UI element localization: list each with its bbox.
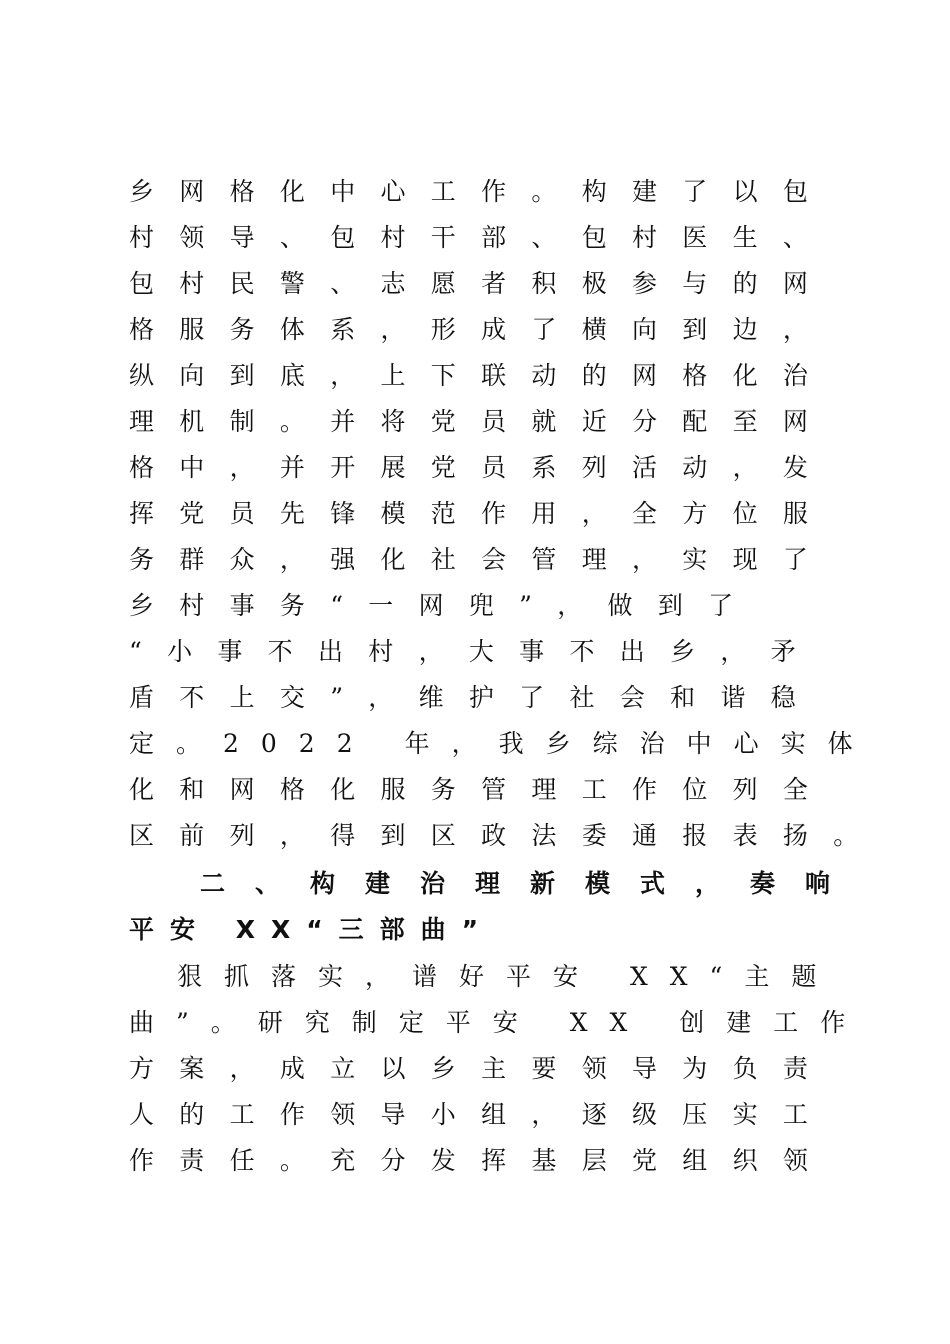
- paragraph-line: 乡村事务“一网兜”，做到了: [129, 591, 759, 620]
- paragraph-line: 格中，并开展党员系列活动，发: [129, 453, 834, 482]
- paragraph-line: “小事不出村，大事不出乡，矛: [129, 637, 821, 666]
- paragraph-line: 狠抓落实，谱好平安 XX“主题: [177, 962, 839, 991]
- paragraph-line: 区前列，得到区政法委通报表扬。: [129, 821, 884, 850]
- paragraph-line: 人的工作领导小组，逐级压实工: [129, 1100, 834, 1129]
- paragraph-line: 挥党员先锋模范作用，全方位服: [129, 499, 834, 528]
- paragraph-line: 盾不上交”，维护了社会和谐稳: [129, 683, 821, 712]
- paragraph-line: 定。2022 年，我乡综治中心实体: [129, 729, 875, 758]
- section-heading: 二、构建治理新模式，奏响: [200, 869, 861, 898]
- paragraph-line: 村领导、包村干部、包村医生、: [129, 223, 834, 252]
- paragraph-line: 理机制。并将党员就近分配至网: [129, 407, 834, 436]
- paragraph-line: 格服务体系，形成了横向到边，: [129, 315, 834, 344]
- paragraph-line: 作责任。充分发挥基层党组织领: [129, 1146, 834, 1175]
- paragraph-line: 务群众，强化社会管理，实现了: [129, 545, 834, 574]
- paragraph-line: 方案，成立以乡主要领导为负责: [129, 1054, 834, 1083]
- paragraph-line: 曲”。研究制定平安 XX 创建工作: [129, 1008, 868, 1037]
- paragraph-line: 乡网格化中心工作。构建了以包: [129, 177, 834, 206]
- paragraph-line: 纵向到底，上下联动的网格化治: [129, 361, 834, 390]
- section-heading: 平安 XX“三部曲”: [129, 915, 495, 944]
- paragraph-line: 包村民警、志愿者积极参与的网: [129, 269, 834, 298]
- paragraph-line: 化和网格化服务管理工作位列全: [129, 775, 834, 804]
